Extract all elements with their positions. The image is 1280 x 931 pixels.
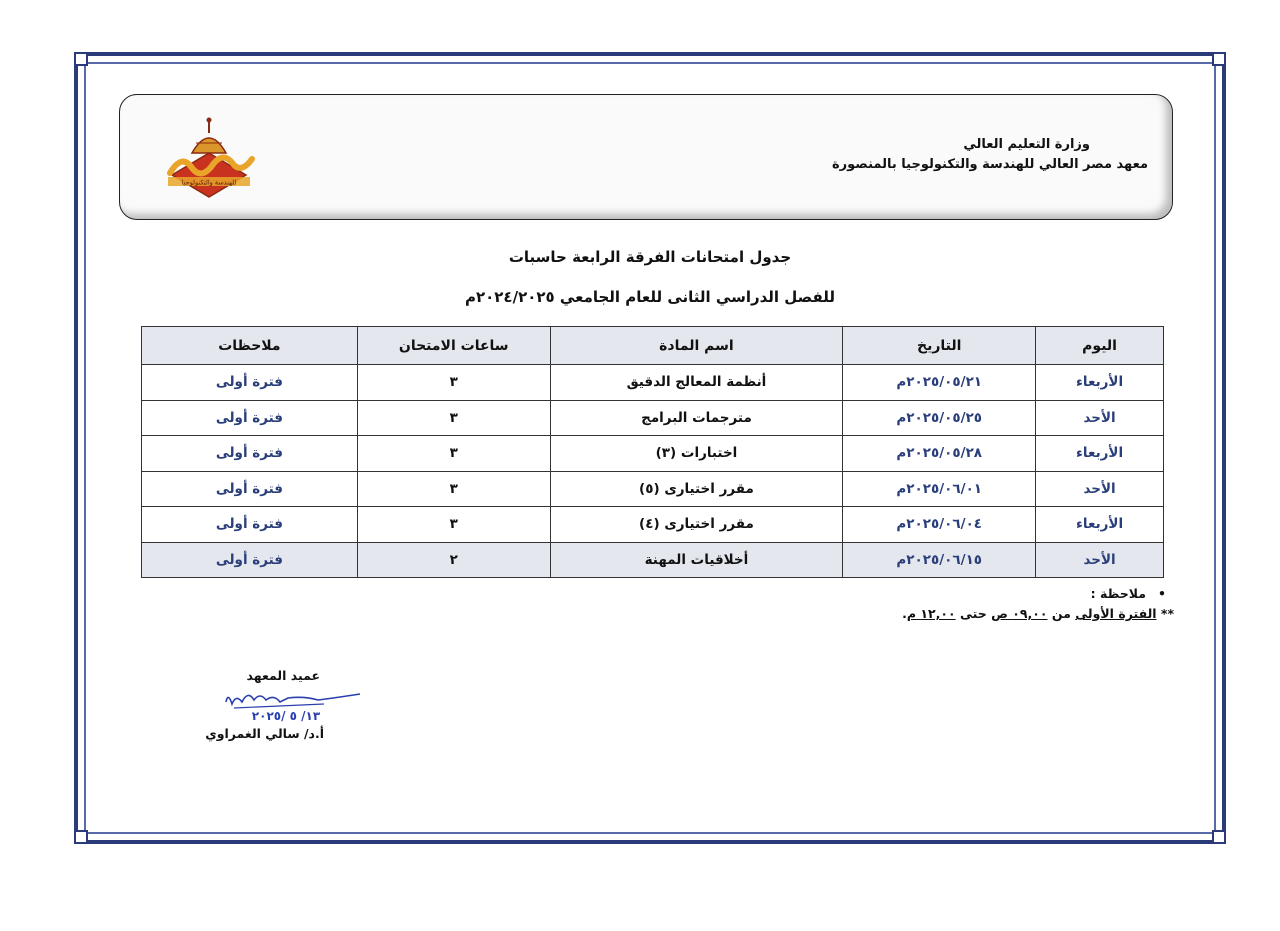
header-notes: ملاحظات — [142, 327, 358, 365]
cell-subject: أنظمة المعالج الدقيق — [550, 365, 843, 401]
cell-date: ٢٠٢٥/٠٥/٢٨م — [843, 436, 1036, 472]
cell-subject: مقرر اختيارى (٤) — [550, 507, 843, 543]
border-corner-top-right — [1212, 52, 1226, 66]
cell-hours: ٣ — [357, 471, 550, 507]
cell-day: الأربعاء — [1036, 436, 1164, 472]
semester-title: للفصل الدراسي الثانى للعام الجامعي ٢٠٢٤/٢٠٢٥م — [464, 288, 836, 306]
table-row — [142, 436, 1164, 472]
dean-title: عميد المعهد — [246, 668, 320, 683]
cell-hours: ٣ — [357, 365, 550, 401]
border-corner-bottom-left — [74, 830, 88, 844]
cell-hours: ٣ — [357, 436, 550, 472]
letterhead-text — [832, 135, 1148, 175]
cell-hours: ٣ — [357, 400, 550, 436]
dean-name: أ.د/ سالي الغمراوي — [205, 726, 324, 741]
cell-date: ٢٠٢٥/٠٦/١٥م — [843, 542, 1036, 578]
border-corner-bottom-right — [1212, 830, 1226, 844]
cell-day: الأربعاء — [1036, 507, 1164, 543]
cell-date: ٢٠٢٥/٠٦/٠٤م — [843, 507, 1036, 543]
header-day: اليوم — [1036, 327, 1164, 365]
header-date: التاريخ — [843, 327, 1036, 365]
cell-date: ٢٠٢٥/٠٥/٢١م — [843, 365, 1036, 401]
cell-subject: مقرر اختيارى (٥) — [550, 471, 843, 507]
institute-logo-icon — [162, 113, 256, 199]
table-row — [142, 365, 1164, 401]
cell-day: الأحد — [1036, 400, 1164, 436]
cell-date: ٢٠٢٥/٠٦/٠١م — [843, 471, 1036, 507]
footnote-label: • ملاحظة : — [902, 584, 1166, 604]
cell-day: الأحد — [1036, 542, 1164, 578]
header-subject: اسم المادة — [550, 327, 843, 365]
header-hours: ساعات الامتحان — [357, 327, 550, 365]
table-row — [142, 400, 1164, 436]
cell-notes: فترة أولى — [142, 542, 358, 578]
table-row — [142, 471, 1164, 507]
schedule-title: جدول امتحانات الفرقة الرابعة حاسبات — [508, 248, 792, 266]
cell-day: الأحد — [1036, 471, 1164, 507]
cell-subject: مترجمات البرامج — [550, 400, 843, 436]
cell-day: الأربعاء — [1036, 365, 1164, 401]
svg-text:للهندسة والتكنولوجيا: للهندسة والتكنولوجيا — [181, 178, 237, 187]
svg-text:١٣/ ٥ /٢٠٢٥: ١٣/ ٥ /٢٠٢٥ — [251, 709, 321, 723]
institute-name: معهد مصر العالي للهندسة والتكنولوجيا بالمنصورة — [831, 157, 1148, 172]
cell-date: ٢٠٢٥/٠٥/٢٥م — [843, 400, 1036, 436]
letterhead — [119, 94, 1173, 220]
cell-notes: فترة أولى — [142, 365, 358, 401]
table-header-row — [142, 327, 1164, 365]
footnote-to-time: ١٢,٠٠ م — [906, 606, 956, 621]
border-corner-top-left — [74, 52, 88, 66]
footnote-from-time: ٠٩,٠٠ ص — [991, 606, 1048, 621]
footnote-asterisks: ** — [1160, 606, 1174, 621]
cell-subject: أخلاقيات المهنة — [550, 542, 843, 578]
cell-subject: اختبارات (٣) — [550, 436, 843, 472]
cell-notes: فترة أولى — [142, 471, 358, 507]
cell-notes: فترة أولى — [142, 507, 358, 543]
footnote-from-word: من — [1051, 606, 1071, 621]
footnote-period-line — [902, 604, 1174, 624]
cell-hours: ٣ — [357, 507, 550, 543]
ministry-name: وزارة التعليم العالي — [963, 137, 1090, 152]
cell-notes: فترة أولى — [142, 400, 358, 436]
table-row — [142, 542, 1164, 578]
footnote — [902, 584, 1174, 624]
footnote-period-name: الفترة الأولى — [1075, 606, 1157, 621]
footnote-to-word: حتى — [959, 606, 987, 621]
exam-schedule-table — [141, 326, 1164, 578]
table-row — [142, 507, 1164, 543]
handwritten-signature-icon — [214, 684, 364, 726]
cell-hours: ٢ — [357, 542, 550, 578]
footnote-period-mark: . — [902, 606, 907, 621]
cell-notes: فترة أولى — [142, 436, 358, 472]
